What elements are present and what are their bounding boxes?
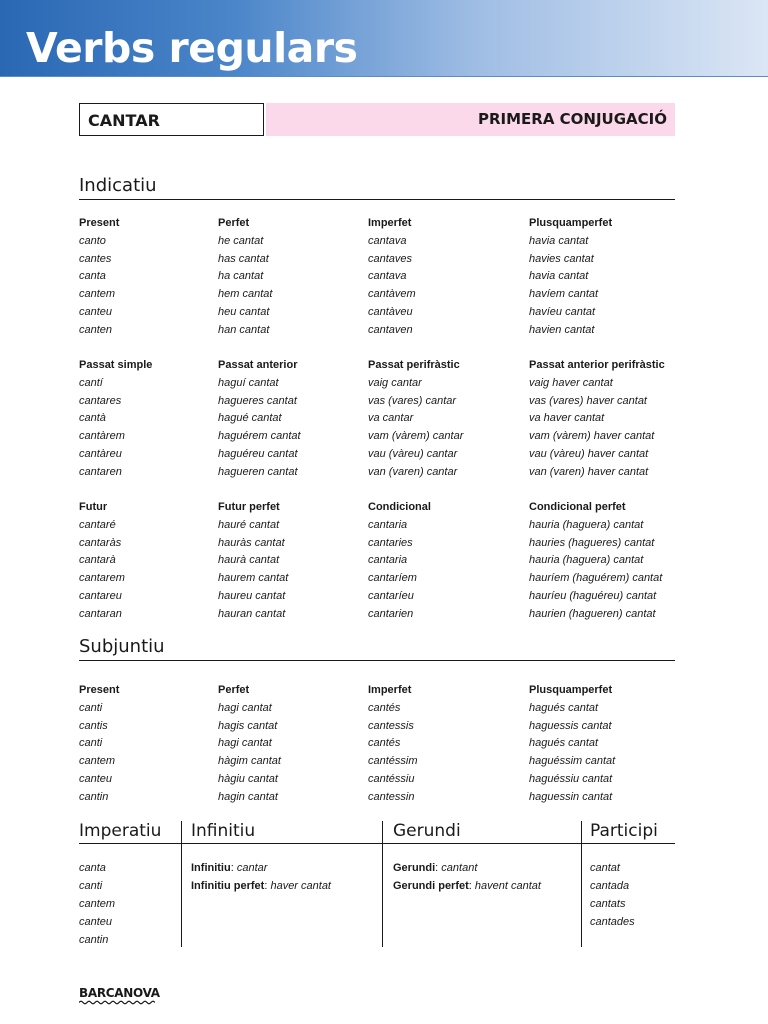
gerund-line: Gerundi: cantant bbox=[393, 862, 478, 874]
tense-heading: Plusquamperfet bbox=[529, 684, 613, 696]
tense-heading: Perfet bbox=[218, 217, 250, 229]
verb-form: cantaries bbox=[368, 536, 413, 549]
participle-form: cantat bbox=[590, 862, 620, 874]
verb-form: cantes bbox=[79, 252, 112, 265]
verb-form: cantareu bbox=[79, 589, 122, 602]
participle-form: cantades bbox=[590, 916, 635, 928]
verb-form: vas (vares) haver cantat bbox=[529, 394, 647, 407]
verb-form: cantarem bbox=[79, 572, 125, 585]
verb-form: cantava bbox=[368, 234, 407, 247]
verb-form: he cantat bbox=[218, 234, 264, 247]
subjunctive-divider bbox=[79, 660, 675, 661]
infinitive-perfect-line: Infinitiu perfet: haver cantat bbox=[191, 880, 331, 892]
verb-form: cantí bbox=[79, 376, 103, 389]
tense-heading: Passat anterior perifràstic bbox=[529, 359, 665, 371]
verb-form: hagi cantat bbox=[218, 737, 272, 750]
verb-form: hàgim cantat bbox=[218, 755, 281, 768]
tense-block bbox=[368, 499, 533, 624]
verb-form: hauria (haguera) cantat bbox=[529, 518, 644, 531]
verb-form: cantis bbox=[79, 719, 108, 732]
gerund-label: Gerundi bbox=[393, 862, 436, 874]
verb-form: cantàreu bbox=[79, 447, 122, 460]
tense-block bbox=[218, 682, 383, 807]
verb-form: hauríem (haguérem) cantat bbox=[529, 572, 663, 585]
verb-form: cantés bbox=[368, 737, 401, 750]
tense-block bbox=[529, 357, 694, 482]
verb-form: cantéssiu bbox=[368, 772, 415, 785]
verb-form: haurà cantat bbox=[218, 554, 280, 567]
conjugation-band bbox=[266, 103, 675, 136]
tense-heading: Passat anterior bbox=[218, 359, 298, 371]
verb-form: vam (vàrem) haver cantat bbox=[529, 430, 655, 443]
verb-form: hagueren cantat bbox=[218, 465, 298, 478]
verb-form: cantaven bbox=[368, 323, 413, 336]
verb-form: cantés bbox=[368, 701, 401, 714]
imperative-form: cantin bbox=[79, 934, 109, 946]
imperative-form: cantem bbox=[79, 898, 116, 910]
verb-form: van (varen) haver cantat bbox=[529, 465, 649, 478]
verb-form: cantàrem bbox=[79, 430, 125, 443]
gerund-title: Gerundi bbox=[393, 821, 461, 841]
verb-form: cantaria bbox=[368, 518, 408, 531]
verb-form: van (varen) cantar bbox=[368, 465, 458, 478]
tense-heading: Present bbox=[79, 217, 120, 229]
tense-heading: Imperfet bbox=[368, 217, 412, 229]
verb-form: havíeu cantat bbox=[529, 305, 596, 318]
tense-heading: Condicional perfet bbox=[529, 501, 626, 513]
verb-form: haguí cantat bbox=[218, 376, 279, 389]
gerund-perfect-value: havent cantat bbox=[474, 880, 541, 892]
verb-form: cantava bbox=[368, 270, 407, 283]
verb-form: haguéssim cantat bbox=[529, 755, 616, 768]
barcanova-logo bbox=[79, 986, 160, 1000]
verb-form: havia cantat bbox=[529, 234, 589, 247]
verb-form: havien cantat bbox=[529, 323, 595, 336]
verb-form: cantaren bbox=[79, 465, 122, 478]
tense-block bbox=[218, 357, 383, 482]
verb-form: hauria (haguera) cantat bbox=[529, 554, 644, 567]
verb-form: haguéssiu cantat bbox=[529, 772, 613, 785]
verb-form: hagués cantat bbox=[529, 701, 599, 714]
tense-block bbox=[529, 682, 694, 807]
indicative-divider bbox=[79, 199, 675, 200]
verb-form: haguérem cantat bbox=[218, 430, 301, 443]
tense-heading: Present bbox=[79, 684, 120, 696]
verb-form: cantessis bbox=[368, 719, 414, 732]
verb-form: cantà bbox=[79, 412, 106, 425]
tense-heading: Perfet bbox=[218, 684, 250, 696]
verb-form: cantaràs bbox=[79, 536, 122, 549]
verb-form: cantares bbox=[79, 394, 122, 407]
verb-form: cantaré bbox=[79, 518, 116, 531]
participle-form: cantada bbox=[590, 880, 630, 892]
verb-form: vau (vàreu) haver cantat bbox=[529, 447, 649, 460]
verb-form: cantaran bbox=[79, 607, 122, 620]
verb-name-box bbox=[79, 103, 264, 136]
verb-form: cantaves bbox=[368, 252, 413, 265]
imperative-title: Imperatiu bbox=[79, 821, 162, 841]
imperative-form: canti bbox=[79, 880, 103, 892]
verb-form: vau (vàreu) cantar bbox=[368, 447, 458, 460]
subjunctive-title: Subjuntiu bbox=[79, 636, 165, 657]
verb-form: has cantat bbox=[218, 252, 269, 265]
verb-form: haurien (hagueren) cantat bbox=[529, 607, 656, 620]
column-separator bbox=[581, 821, 582, 947]
verb-form: canteu bbox=[79, 772, 113, 785]
verb-form: hagis cantat bbox=[218, 719, 278, 732]
page-title: Verbs regulars bbox=[26, 24, 358, 72]
verb-form: cantaria bbox=[368, 554, 408, 567]
tense-heading: Futur bbox=[79, 501, 108, 513]
verb-form: hauré cantat bbox=[218, 518, 280, 531]
verb-form: ha cantat bbox=[218, 270, 264, 283]
verb-form: canti bbox=[79, 737, 103, 750]
verb-form: cantem bbox=[79, 288, 116, 301]
verb-form: cantàveu bbox=[368, 305, 413, 318]
verb-form: han cantat bbox=[218, 323, 270, 336]
participle-title: Participi bbox=[590, 821, 658, 841]
verb-form: hagi cantat bbox=[218, 701, 272, 714]
verb-form: cantarien bbox=[368, 607, 414, 620]
verb-form: hauran cantat bbox=[218, 607, 286, 620]
tense-block bbox=[529, 215, 694, 340]
verb-form: havia cantat bbox=[529, 270, 589, 283]
tense-heading: Passat simple bbox=[79, 359, 153, 371]
gerund-forms bbox=[393, 859, 541, 895]
tense-block bbox=[218, 499, 383, 624]
infinitive-title: Infinitiu bbox=[191, 821, 256, 841]
header-banner bbox=[0, 0, 768, 77]
infinitive-perfect-value: haver cantat bbox=[270, 880, 331, 892]
verb-form: hàgiu cantat bbox=[218, 772, 278, 785]
tense-heading: Futur perfet bbox=[218, 501, 280, 513]
gerund-perfect-label: Gerundi perfet bbox=[393, 880, 469, 892]
participle-forms bbox=[590, 859, 635, 931]
verb-form: hauràs cantat bbox=[218, 536, 285, 549]
imperative-form: canteu bbox=[79, 916, 113, 928]
verb-form: hagués cantat bbox=[529, 737, 599, 750]
verb-form: vaig cantar bbox=[368, 376, 422, 389]
column-separator bbox=[382, 821, 383, 947]
nonfinite-divider bbox=[79, 843, 675, 844]
verb-form: vaig haver cantat bbox=[529, 376, 613, 389]
imperative-forms bbox=[79, 859, 115, 949]
verb-form: cantaríeu bbox=[368, 589, 414, 602]
verb-name: CANTAR bbox=[88, 111, 160, 130]
tense-block bbox=[368, 215, 533, 340]
verb-form: canteu bbox=[79, 305, 113, 318]
verb-form: cantàvem bbox=[368, 288, 416, 301]
column-separator bbox=[181, 821, 182, 947]
verb-form: haurem cantat bbox=[218, 572, 289, 585]
verb-form: canto bbox=[79, 234, 106, 247]
infinitive-line: Infinitiu: cantar bbox=[191, 862, 268, 874]
verb-form: cantem bbox=[79, 755, 116, 768]
verb-form: va haver cantat bbox=[529, 412, 605, 425]
tense-block bbox=[368, 682, 533, 807]
verb-form: hauries (hagueres) cantat bbox=[529, 536, 655, 549]
infinitive-perfect-label: Infinitiu perfet bbox=[191, 880, 265, 892]
tense-heading: Passat perifràstic bbox=[368, 359, 460, 371]
verb-form: heu cantat bbox=[218, 305, 270, 318]
verb-form: haureu cantat bbox=[218, 589, 286, 602]
verb-form: cantéssim bbox=[368, 755, 418, 768]
verb-form: cantarà bbox=[79, 554, 116, 567]
verb-form: va cantar bbox=[368, 412, 414, 425]
imperative-form: canta bbox=[79, 862, 106, 874]
verb-form: canten bbox=[79, 323, 113, 336]
verb-form: havíem cantat bbox=[529, 288, 599, 301]
conjugation-label: PRIMERA CONJUGACIÓ bbox=[477, 110, 667, 128]
indicative-title: Indicatiu bbox=[79, 175, 157, 196]
verb-form: haguéreu cantat bbox=[218, 447, 298, 460]
verb-form: haguessis cantat bbox=[529, 719, 612, 732]
verb-form: hagué cantat bbox=[218, 412, 282, 425]
tense-heading: Condicional bbox=[368, 501, 431, 513]
infinitive-label: Infinitiu bbox=[191, 862, 231, 874]
verb-form: haguessin cantat bbox=[529, 790, 613, 803]
logo-wave-icon bbox=[79, 1000, 155, 1005]
tense-block bbox=[529, 499, 694, 624]
verb-form: cantin bbox=[79, 790, 109, 803]
gerund-perfect-line: Gerundi perfet: havent cantat bbox=[393, 880, 541, 892]
verb-form: havies cantat bbox=[529, 252, 594, 265]
verb-form: hagueres cantat bbox=[218, 394, 297, 407]
verb-form: hagin cantat bbox=[218, 790, 278, 803]
tense-block bbox=[368, 357, 533, 482]
verb-form: cantaríem bbox=[368, 572, 417, 585]
infinitive-forms bbox=[191, 859, 331, 895]
verb-form: hem cantat bbox=[218, 288, 273, 301]
tense-heading: Plusquamperfet bbox=[529, 217, 613, 229]
verb-form: canta bbox=[79, 270, 106, 283]
logo-text: BARCANOVA bbox=[79, 986, 160, 1000]
verb-form: vam (vàrem) cantar bbox=[368, 430, 464, 443]
tense-heading: Imperfet bbox=[368, 684, 412, 696]
verb-form: cantessin bbox=[368, 790, 415, 803]
participle-form: cantats bbox=[590, 898, 626, 910]
verb-form: vas (vares) cantar bbox=[368, 394, 457, 407]
tense-block bbox=[218, 215, 383, 340]
verb-form: hauríeu (haguéreu) cantat bbox=[529, 589, 657, 602]
verb-form: canti bbox=[79, 701, 103, 714]
infinitive-value: cantar bbox=[236, 862, 268, 874]
gerund-value: cantant bbox=[441, 862, 478, 874]
